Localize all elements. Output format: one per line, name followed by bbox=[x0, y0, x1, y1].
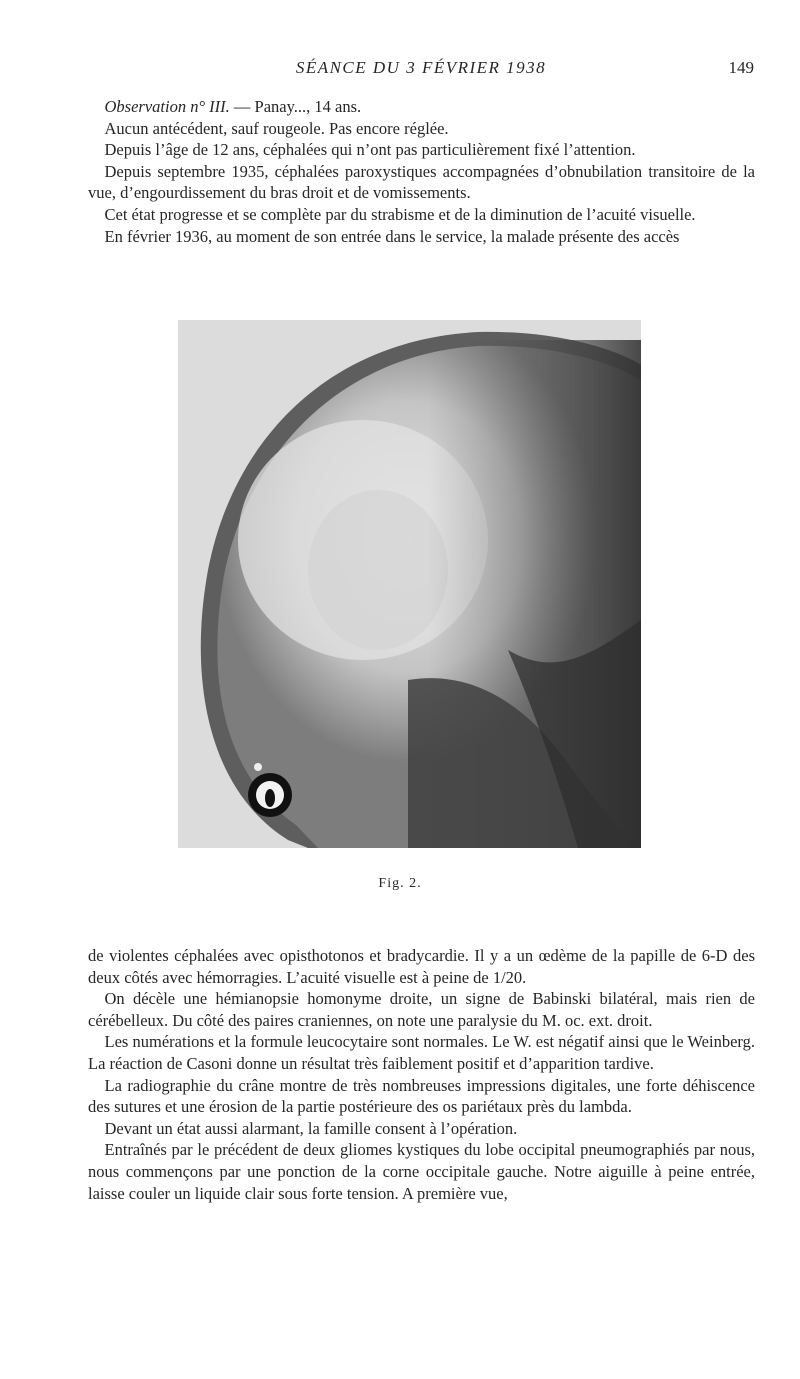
skull-radiograph-figure bbox=[178, 320, 641, 848]
paragraph-text: Depuis l’âge de 12 ans, céphalées qui n’ont pas particulièrement fixé l’attention. bbox=[104, 140, 636, 160]
paragraph-text: La radiographie du crâne montre de très nombreuses impressions digitales, une forte déhiscence des sutures et une érosion de la partie postérieure des os pariétaux près du lambda. bbox=[88, 1075, 755, 1117]
observation-patient: — Panay..., 14 ans. bbox=[229, 97, 362, 116]
paragraph bbox=[88, 118, 755, 140]
paragraph-text: Les numérations et la formule leucocytaire sont normales. Le W. est négatif ainsi que le Weinberg. La réaction de Casoni donne un résultat très faiblement positif et d’apparition tardive. bbox=[88, 1032, 755, 1073]
bottom-text-block bbox=[88, 945, 755, 1204]
paragraph bbox=[88, 161, 755, 204]
paragraph: de violentes céphalées avec opisthotonos et bradycardie. Il y a un œdème de la papille de 6-D des deux côtés avec hémorragies. L’acuité visuelle est à peine de 1/20. bbox=[88, 946, 755, 987]
page-header bbox=[88, 58, 754, 80]
figure-caption: Fig. 2. bbox=[378, 876, 422, 891]
paragraph bbox=[88, 1118, 755, 1140]
running-title: SÉANCE DU 3 FÉVRIER 1938 bbox=[295, 58, 547, 77]
paragraph-text: En février 1936, au moment de son entrée dans le service, la malade présente des accès bbox=[104, 226, 680, 246]
paragraph-text: Devant un état aussi alarmant, la famille consent à l’opération. bbox=[104, 1118, 518, 1138]
paragraph-text: On décèle une hémianopsie homonyme droite, un signe de Babinski bilatéral, mais rien de cérébelleux. Du côté des paires craniennes, on note une paralysie du M. oc. ext. droit. bbox=[88, 989, 755, 1030]
paragraph bbox=[88, 988, 755, 1031]
paragraph-text: Cet état progresse et se complète par du strabisme et de la diminution de l’acuité visuelle. bbox=[104, 204, 696, 224]
observation-heading bbox=[88, 96, 755, 118]
paragraph bbox=[88, 1031, 755, 1074]
paragraph bbox=[88, 226, 755, 248]
top-text-block bbox=[88, 96, 755, 247]
observation-label: Observation n° III. bbox=[104, 97, 230, 116]
paragraph-text: Entraînés par le précédent de deux gliomes kystiques du lobe occipital pneumographiés par nous, nous commençons par une ponction de la corne occipitale gauche. Notre aiguille à peine entrée, laisse couler un liquide clair sous forte tension. A première vue, bbox=[88, 1140, 755, 1203]
skull-radiograph-image bbox=[178, 320, 641, 848]
paragraph-text: Depuis septembre 1935, céphalées paroxystiques accompagnées d’obnubilation transitoire de la vue, d’engourdissement du bras droit et de vomissements. bbox=[88, 161, 755, 203]
page-number: 149 bbox=[728, 58, 754, 77]
paragraph bbox=[88, 139, 755, 161]
paragraph bbox=[88, 1139, 755, 1204]
paragraph bbox=[88, 1075, 755, 1118]
paragraph-text: Aucun antécédent, sauf rougeole. Pas encore réglée. bbox=[104, 118, 449, 138]
paragraph bbox=[88, 204, 755, 226]
